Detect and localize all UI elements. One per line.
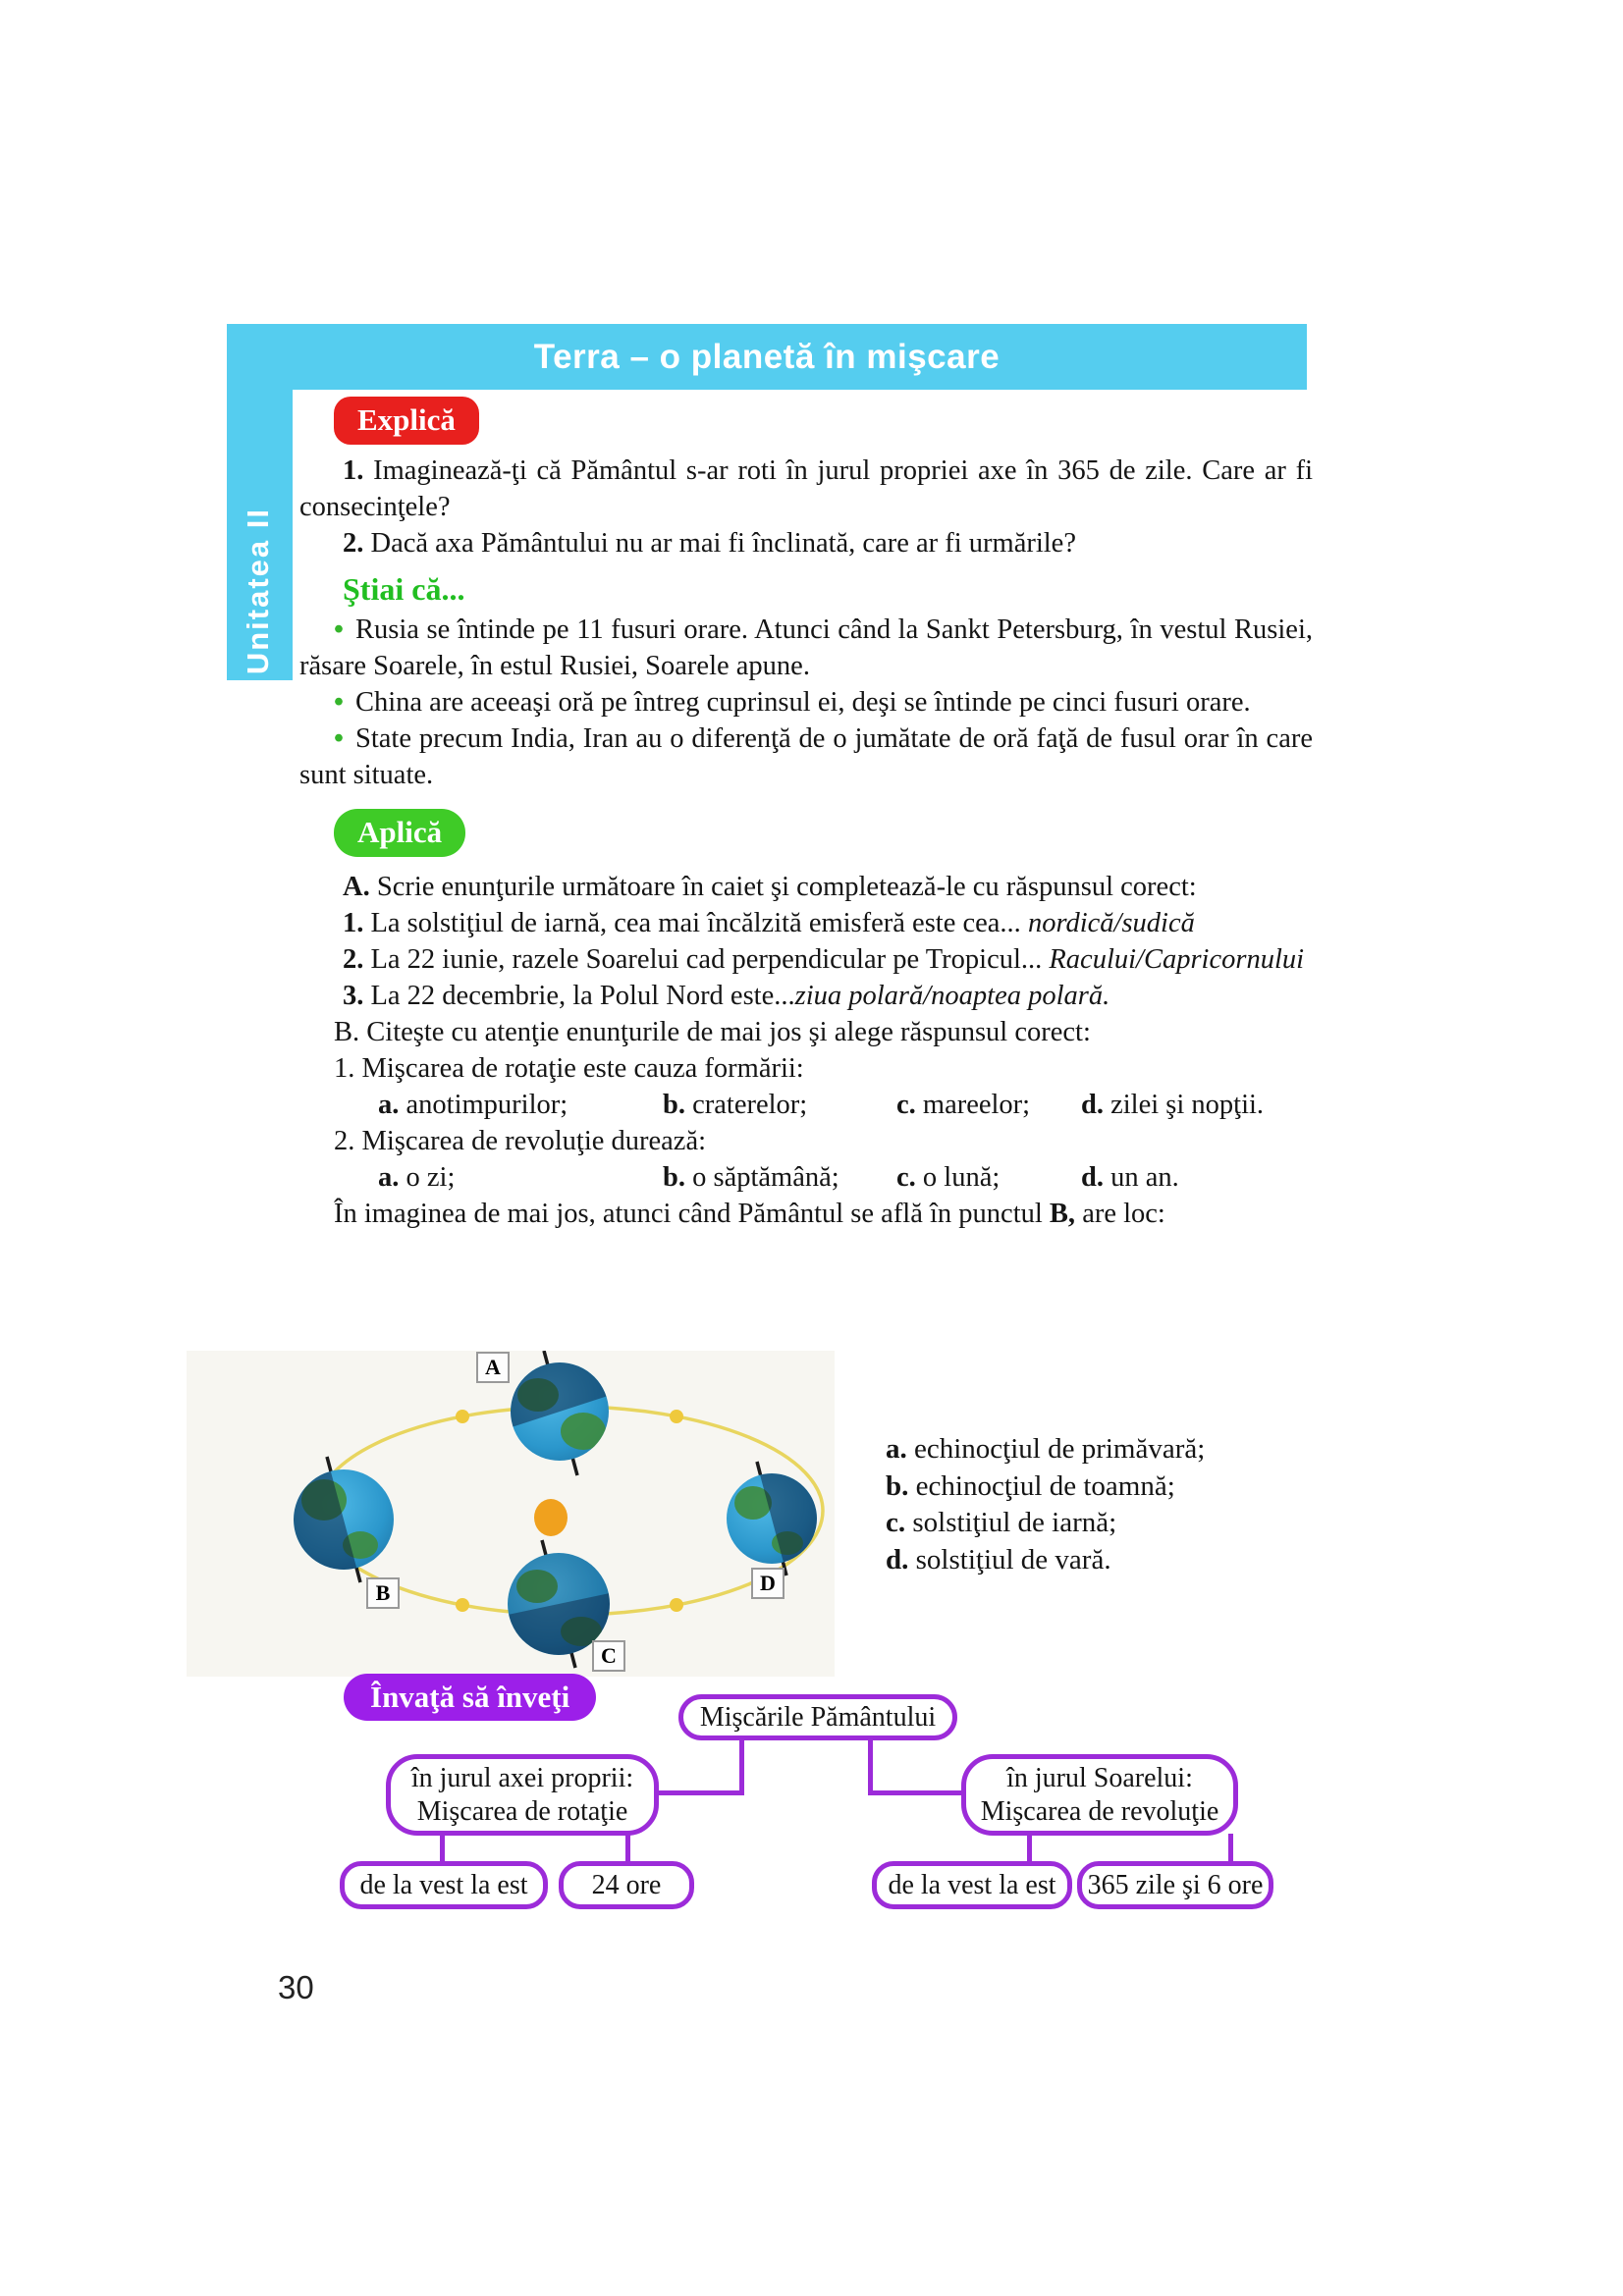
option-a: a. echinocţiul de primăvară; (886, 1433, 1206, 1465)
explica-question-2 (299, 525, 1313, 561)
stiai-ca-heading: Ştiai că... (343, 571, 465, 607)
label-c (593, 1641, 624, 1671)
rotation-duration-box: 24 ore (559, 1861, 694, 1909)
orbit-diagram-section (187, 1351, 1316, 1677)
option-a: a. o zi; (378, 1162, 456, 1193)
svg-text:D: D (760, 1571, 776, 1595)
label-b (367, 1578, 399, 1608)
item-text: La 22 decembrie, la Polul Nord este... (363, 981, 795, 1011)
exercise-b-question-1 (299, 1050, 1313, 1087)
option-c: c. o lună; (896, 1162, 1001, 1193)
fact-text: Rusia se întinde pe 11 fusuri orare. Atunci când la Sankt Petersburg, în vestul Rusiei, răsare Soarele, în estul Rusiei, Soarele apune. (299, 614, 1313, 681)
exercise-text: Citeşte cu atenţie enunţurile de mai jos şi alege răspunsul corect: (359, 1017, 1091, 1047)
explica-badge: Explică (334, 397, 479, 445)
item-choice-italic: nordică/sudică (1027, 908, 1195, 938)
option-a: a. anotimpurilor; (378, 1090, 568, 1120)
lesson-header-bar (227, 324, 1307, 390)
revolution-duration-box: 365 zile şi 6 ore (1077, 1861, 1273, 1909)
option-c: c. mareelor; (896, 1090, 1031, 1120)
connector-line (868, 1737, 873, 1794)
exercise-text: Scrie enunţurile următoare în caiet şi completează-le cu răspunsul corect: (369, 872, 1197, 902)
question-text: Mişcarea de revoluţie durează: (354, 1126, 707, 1156)
bullet-icon: • (334, 614, 344, 645)
fact-text: State precum India, Iran au o diferenţă de o jumătate de oră faţă de fusul orar în care sunt situate. (299, 723, 1313, 790)
fact-text: China are aceeaşi oră pe întreg cuprinsul ei, deşi se întinde pe cinci fusuri orare. (354, 687, 1251, 718)
option-b: b. echinocţiul de toamnă; (886, 1469, 1175, 1502)
connector-line (868, 1790, 961, 1795)
question-text: Imaginează-ţi că Pământul s-ar roti în jurul propriei axe în 365 de zile. Care ar fi consecinţele? (299, 455, 1314, 522)
connector-line (440, 1834, 445, 1861)
revolution-box-line1: în jurul Soarelui: (1006, 1762, 1193, 1793)
option-b: b. craterelor; (663, 1090, 808, 1120)
explica-question-1 (299, 453, 1313, 525)
item-choice-italic: Racului/Capricornului (1049, 944, 1305, 975)
exercise-b-intro (299, 1014, 1313, 1050)
question-text: În imaginea de mai jos, atunci când Pământul se află în punctul (334, 1199, 1050, 1229)
diagram-answer-options (886, 1431, 1205, 1578)
unit-label: Unitatea II (241, 507, 275, 674)
bullet-icon: • (334, 687, 344, 718)
item-number: 3. (343, 981, 364, 1011)
fact-bullet (299, 684, 1313, 721)
item-text: La solstiţiul de iarnă, cea mai încălzită emisferă este cea... (363, 908, 1028, 938)
page-number: 30 (278, 1969, 314, 2005)
rotation-box-line1: în jurul axei proprii: (410, 1762, 634, 1793)
question-number: 2. (334, 1126, 355, 1156)
question-number: 2. (343, 528, 364, 559)
rotation-box (386, 1754, 659, 1836)
orbit-marker-dot (670, 1598, 683, 1612)
item-number: 2. (343, 944, 364, 975)
option-d: d. un an. (1081, 1162, 1179, 1193)
main-content (299, 397, 1313, 1232)
option-b: b. o săptămână; (663, 1162, 839, 1193)
revolution-direction-box: de la vest la est (872, 1861, 1072, 1909)
aplica-badge: Aplică (334, 809, 465, 857)
concept-root-box: Mişcările Pământului (678, 1694, 957, 1740)
question-text: Dacă axa Pământului nu ar mai fi înclinată, care ar fi urmările? (370, 528, 1076, 559)
unit-sidebar (227, 324, 293, 680)
svg-text:A: A (485, 1355, 501, 1379)
connector-line (1228, 1834, 1233, 1861)
question-number: 1. (343, 455, 364, 486)
item-choice-italic: ziua polară/noaptea polară. (794, 981, 1110, 1011)
fact-bullet (299, 721, 1313, 793)
item-text: La 22 iunie, razele Soarelui cad perpendicular pe Tropicul... (363, 944, 1050, 975)
invata-sa-inveti-badge: Învaţă să înveţi (344, 1674, 596, 1721)
exercise-label: B. (334, 1017, 360, 1047)
option-c: c. solstiţiul de iarnă; (886, 1507, 1117, 1538)
image-question-line (299, 1196, 1313, 1232)
exercise-a-item-1 (299, 905, 1313, 941)
sun (534, 1499, 568, 1536)
label-d (752, 1569, 784, 1598)
exercise-a-item-2 (299, 941, 1313, 978)
question-text: are loc: (1075, 1199, 1165, 1229)
lesson-title: Terra – o planetă în mişcare (533, 337, 1001, 376)
revolution-box-line2: Mişcarea de revoluţie (980, 1795, 1219, 1827)
question-number: 1. (334, 1053, 355, 1084)
exercise-b-question-2 (299, 1123, 1313, 1159)
question-text: Mişcarea de rotaţie este cauza formării: (354, 1053, 804, 1084)
connector-line (739, 1737, 744, 1794)
exercise-label: A. (343, 872, 370, 902)
connector-line (1027, 1834, 1032, 1861)
point-b-bold: B, (1049, 1199, 1076, 1229)
revolution-box (961, 1754, 1238, 1836)
rotation-direction-box: de la vest la est (340, 1861, 548, 1909)
earth-orbit-diagram (187, 1351, 835, 1677)
item-number: 1. (343, 908, 364, 938)
connector-line (659, 1790, 744, 1795)
question-2-options (299, 1159, 1313, 1196)
question-1-options (299, 1087, 1313, 1123)
rotation-box-line2: Mişcarea de rotaţie (416, 1795, 628, 1827)
connector-line (625, 1834, 630, 1861)
orbit-marker-dot (670, 1410, 683, 1423)
orbit-marker-dot (456, 1598, 469, 1612)
exercise-a-intro (299, 869, 1313, 905)
svg-text:B: B (375, 1580, 391, 1605)
label-a (477, 1353, 509, 1382)
orbit-marker-dot (456, 1410, 469, 1423)
fact-bullet (299, 612, 1313, 684)
option-d: d. zilei şi nopţii. (1081, 1090, 1265, 1120)
svg-text:C: C (601, 1643, 617, 1668)
exercise-a-item-3 (299, 978, 1313, 1014)
option-d: d. solstiţiul de vară. (886, 1543, 1111, 1575)
bullet-icon: • (334, 723, 344, 754)
